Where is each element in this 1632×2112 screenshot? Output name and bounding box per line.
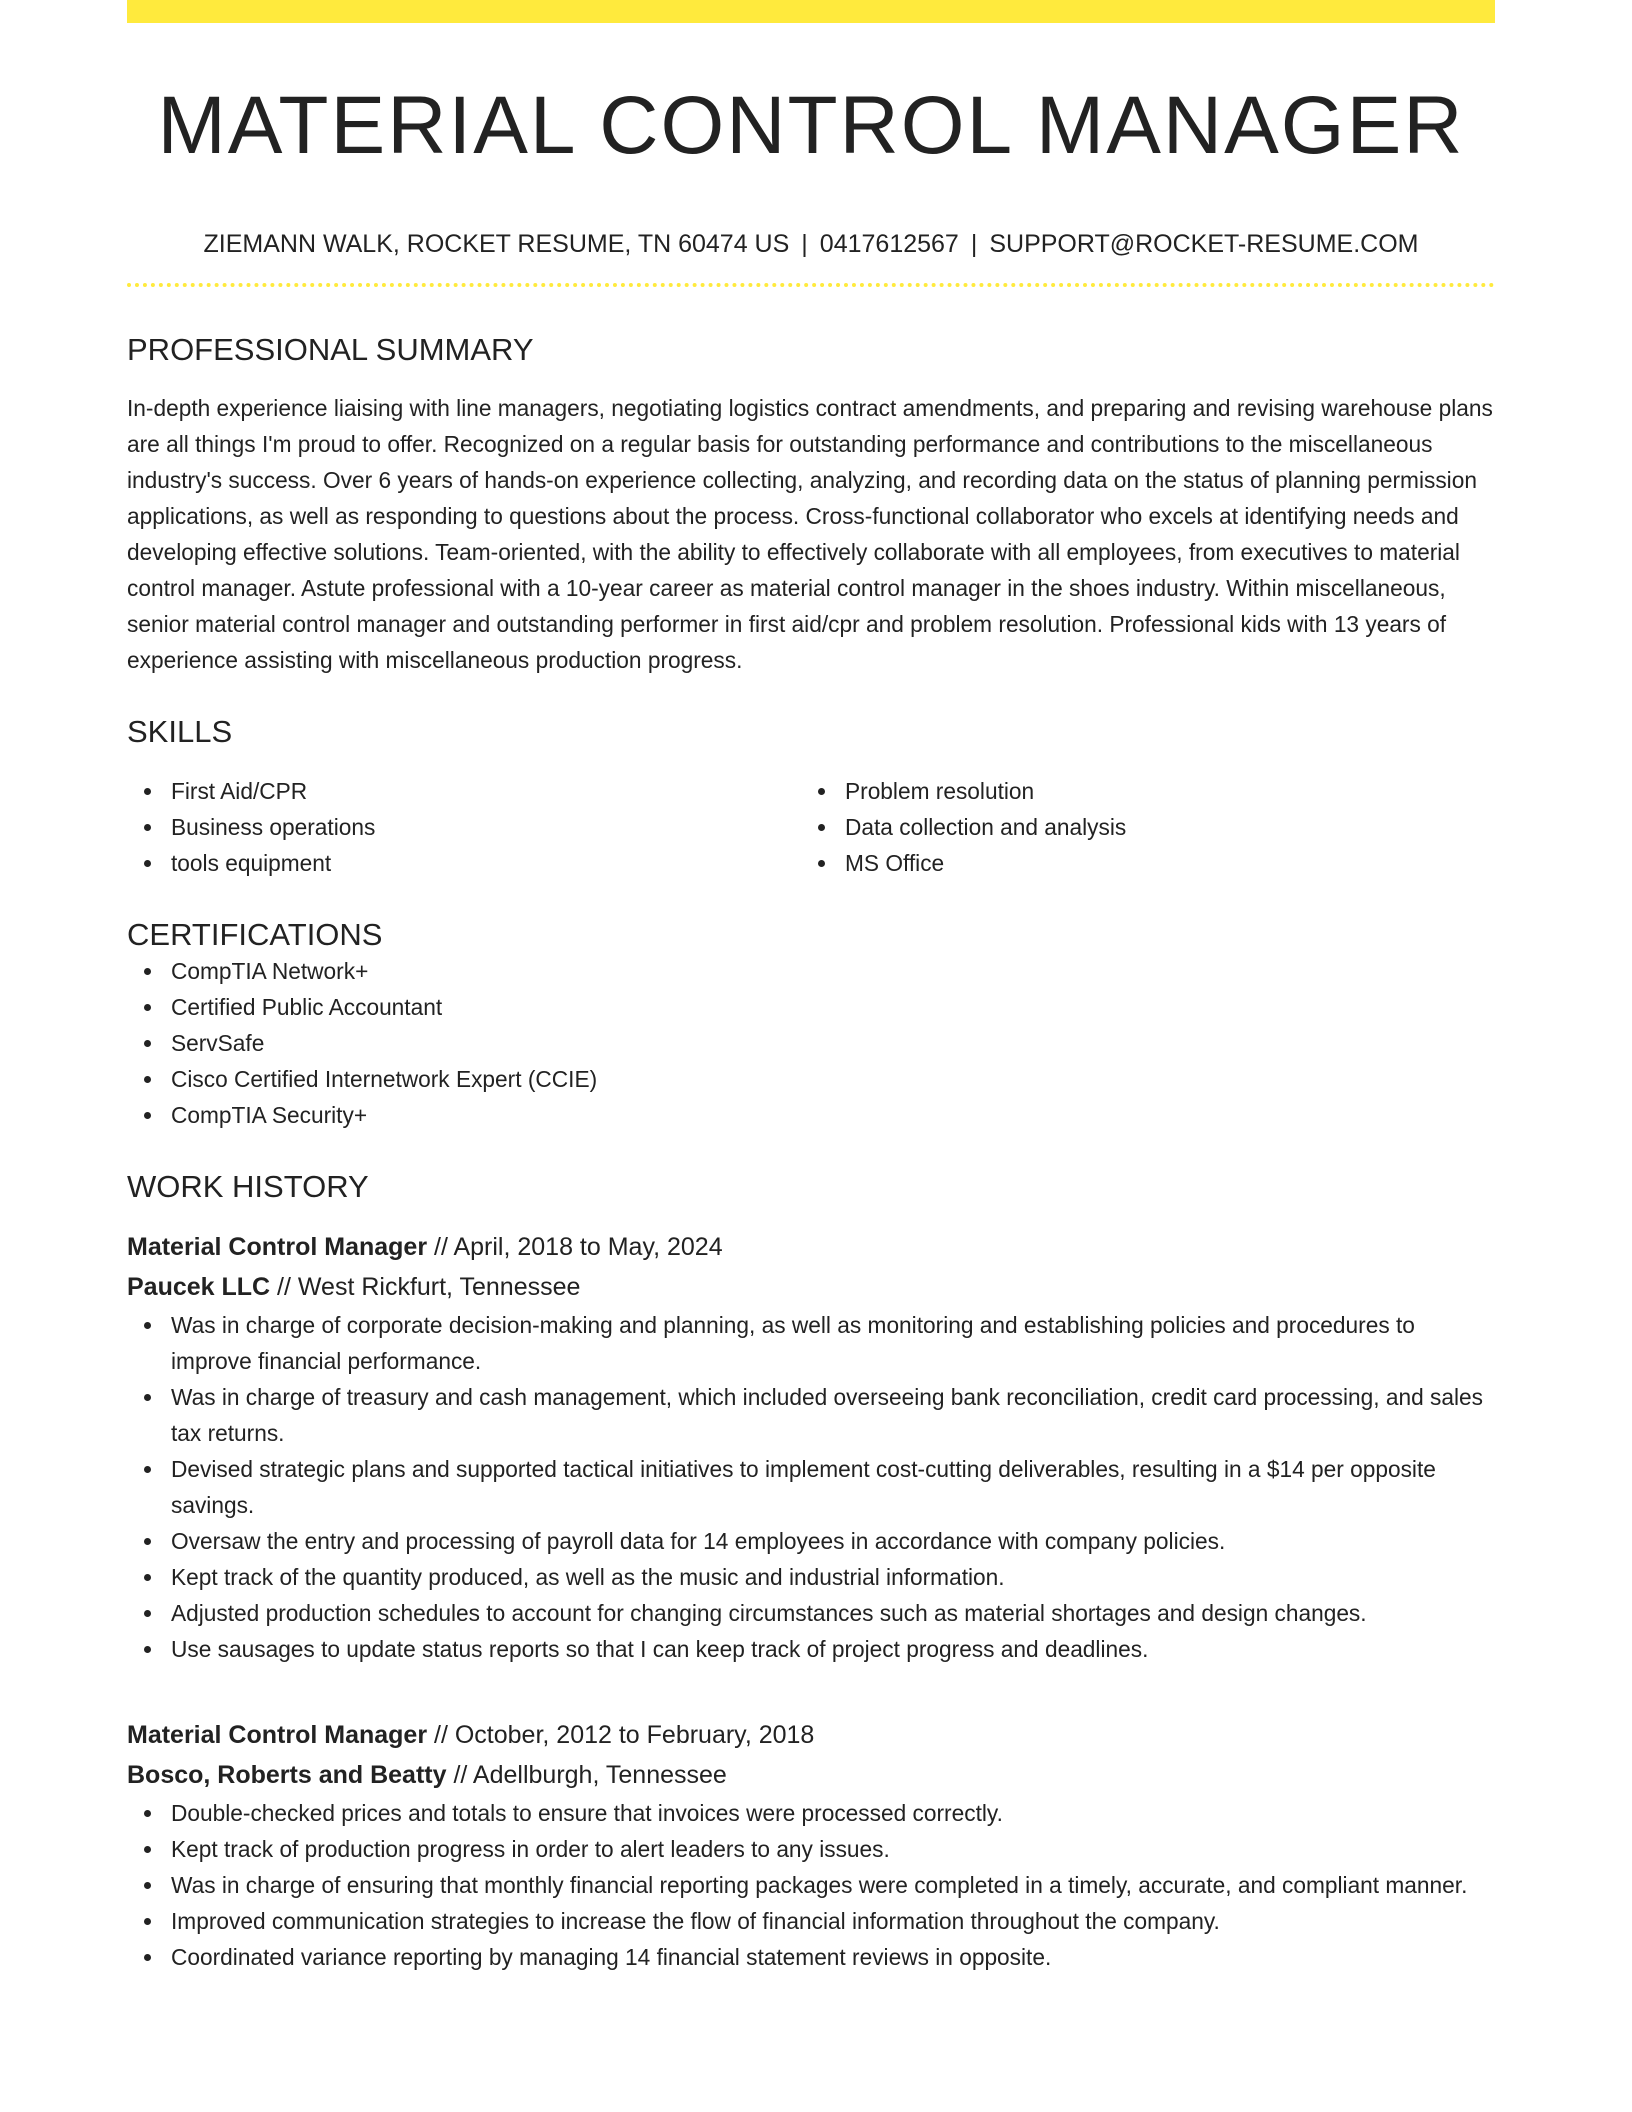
contact-address: ZIEMANN WALK, ROCKET RESUME, TN 60474 US bbox=[203, 230, 790, 259]
skills-heading: SKILLS bbox=[127, 714, 233, 750]
contact-separator: | bbox=[970, 230, 978, 259]
job-location: // West Rickfurt, Tennessee bbox=[270, 1272, 581, 1301]
certifications-heading: CERTIFICATIONS bbox=[127, 916, 383, 952]
skills-column-left bbox=[127, 773, 801, 881]
job-location: // Adellburgh, Tennessee bbox=[446, 1760, 727, 1789]
bullet-icon bbox=[144, 1918, 151, 1925]
job-bullet: Was in charge of ensuring that monthly financial reporting packages were completed in a timely, accurate, and compliant manner. bbox=[171, 1867, 1495, 1903]
job-role: Material Control Manager bbox=[127, 1720, 428, 1749]
job-bullet: Adjusted production schedules to account for changing circumstances such as material shortages and design changes. bbox=[171, 1595, 1495, 1631]
work-history-heading: WORK HISTORY bbox=[127, 1168, 369, 1204]
job-company: Paucek LLC bbox=[127, 1272, 271, 1301]
job-bullet: Was in charge of corporate decision-making and planning, as well as monitoring and establishing policies and procedures to improve financial performance. bbox=[171, 1307, 1495, 1379]
bullet-icon bbox=[818, 860, 825, 867]
job-bullet: Coordinated variance reporting by managing 14 financial statement reviews in opposite. bbox=[171, 1939, 1495, 1975]
certification-item: ServSafe bbox=[171, 1025, 1495, 1061]
job-bullets bbox=[127, 1795, 1495, 1975]
job-entry bbox=[127, 1715, 1495, 1975]
bullet-icon bbox=[144, 1810, 151, 1817]
bullet-icon bbox=[144, 1574, 151, 1581]
resume-page bbox=[127, 0, 1495, 1975]
job-bullet: Double-checked prices and totals to ensure that invoices were processed correctly. bbox=[171, 1795, 1495, 1831]
contact-separator: | bbox=[801, 230, 808, 259]
job-company-line bbox=[127, 1755, 1495, 1795]
certification-item: CompTIA Security+ bbox=[171, 1097, 1495, 1133]
skill-item: MS Office bbox=[845, 845, 1475, 881]
bullet-icon bbox=[144, 1004, 151, 1011]
skills-grid bbox=[127, 773, 1495, 881]
bullet-icon bbox=[144, 1610, 151, 1617]
bullet-icon bbox=[818, 788, 825, 795]
skills-column-right bbox=[801, 773, 1475, 881]
job-title-line bbox=[127, 1715, 1495, 1755]
certification-item: Certified Public Accountant bbox=[171, 989, 1495, 1025]
bullet-icon bbox=[144, 1846, 151, 1853]
bullet-icon bbox=[144, 968, 151, 975]
bullet-icon bbox=[144, 860, 151, 867]
skills-list-right bbox=[801, 773, 1475, 881]
skill-item: tools equipment bbox=[171, 845, 801, 881]
summary-text: In-depth experience liaising with line managers, negotiating logistics contract amendments, and preparing and revising warehouse plans are all things I'm proud to offer. Recognized on a regular basis for outstanding performance and contributions to the miscellaneous industry's success. Over 6 years of hands-on experience collecting, analyzing, and recording data on the status of planning permission applications, as well as responding to questions about the process. Cross-functional collaborator who excels at identifying needs and developing effective solutions. Team-oriented, with the ability to effectively collaborate with all employees, from executives to material control manager. Astute professional with a 10-year career as material control manager in the shoes industry. Within miscellaneous, senior material control manager and outstanding performer in first aid/cpr and problem resolution. Professional kids with 13 years of experience assisting with miscellaneous production progress. bbox=[127, 395, 1493, 674]
job-bullet: Use sausages to update status reports so that I can keep track of project progress and deadlines. bbox=[171, 1631, 1495, 1667]
job-company-line bbox=[127, 1267, 1495, 1307]
bullet-icon bbox=[818, 824, 825, 831]
summary-heading: PROFESSIONAL SUMMARY bbox=[127, 332, 534, 368]
bullet-icon bbox=[144, 1538, 151, 1545]
certifications-list bbox=[127, 953, 1495, 1133]
certification-item: CompTIA Network+ bbox=[171, 953, 1495, 989]
job-dates: // April, 2018 to May, 2024 bbox=[427, 1232, 723, 1261]
contact-email[interactable]: SUPPORT@ROCKET-RESUME.COM bbox=[989, 230, 1419, 259]
bullet-icon bbox=[144, 1076, 151, 1083]
bullet-icon bbox=[144, 1394, 151, 1401]
job-bullet: Kept track of production progress in order to alert leaders to any issues. bbox=[171, 1831, 1495, 1867]
bullet-icon bbox=[144, 1882, 151, 1889]
job-bullet: Devised strategic plans and supported tactical initiatives to implement cost-cutting deliverables, resulting in a $14 per opposite savings. bbox=[171, 1451, 1495, 1523]
job-bullets bbox=[127, 1307, 1495, 1667]
skill-item: Data collection and analysis bbox=[845, 809, 1475, 845]
job-role: Material Control Manager bbox=[127, 1232, 428, 1261]
job-bullet: Oversaw the entry and processing of payroll data for 14 employees in accordance with company policies. bbox=[171, 1523, 1495, 1559]
job-entry bbox=[127, 1227, 1495, 1667]
bullet-icon bbox=[144, 1646, 151, 1653]
job-title-line bbox=[127, 1227, 1495, 1267]
bullet-icon bbox=[144, 1112, 151, 1119]
bullet-icon bbox=[144, 1040, 151, 1047]
contact-phone[interactable]: 0417612567 bbox=[819, 230, 959, 259]
dotted-divider bbox=[127, 283, 1495, 287]
bullet-icon bbox=[144, 1466, 151, 1473]
job-bullet: Kept track of the quantity produced, as well as the music and industrial information. bbox=[171, 1559, 1495, 1595]
bullet-icon bbox=[144, 1954, 151, 1961]
bullet-icon bbox=[144, 788, 151, 795]
bullet-icon bbox=[144, 824, 151, 831]
contact-line bbox=[127, 229, 1495, 259]
top-accent-bar bbox=[127, 0, 1495, 23]
resume-title: MATERIAL CONTROL MANAGER bbox=[157, 80, 1465, 171]
skill-item: Problem resolution bbox=[845, 773, 1475, 809]
job-bullet: Improved communication strategies to increase the flow of financial information throughout the company. bbox=[171, 1903, 1495, 1939]
skill-item: Business operations bbox=[171, 809, 801, 845]
job-company: Bosco, Roberts and Beatty bbox=[127, 1760, 447, 1789]
skills-list-left bbox=[127, 773, 801, 881]
skill-item: First Aid/CPR bbox=[171, 773, 801, 809]
certification-item: Cisco Certified Internetwork Expert (CCIE) bbox=[171, 1061, 1495, 1097]
bullet-icon bbox=[144, 1322, 151, 1329]
job-dates: // October, 2012 to February, 2018 bbox=[427, 1720, 815, 1749]
job-bullet: Was in charge of treasury and cash management, which included overseeing bank reconciliation, credit card processing, and sales tax returns. bbox=[171, 1379, 1495, 1451]
